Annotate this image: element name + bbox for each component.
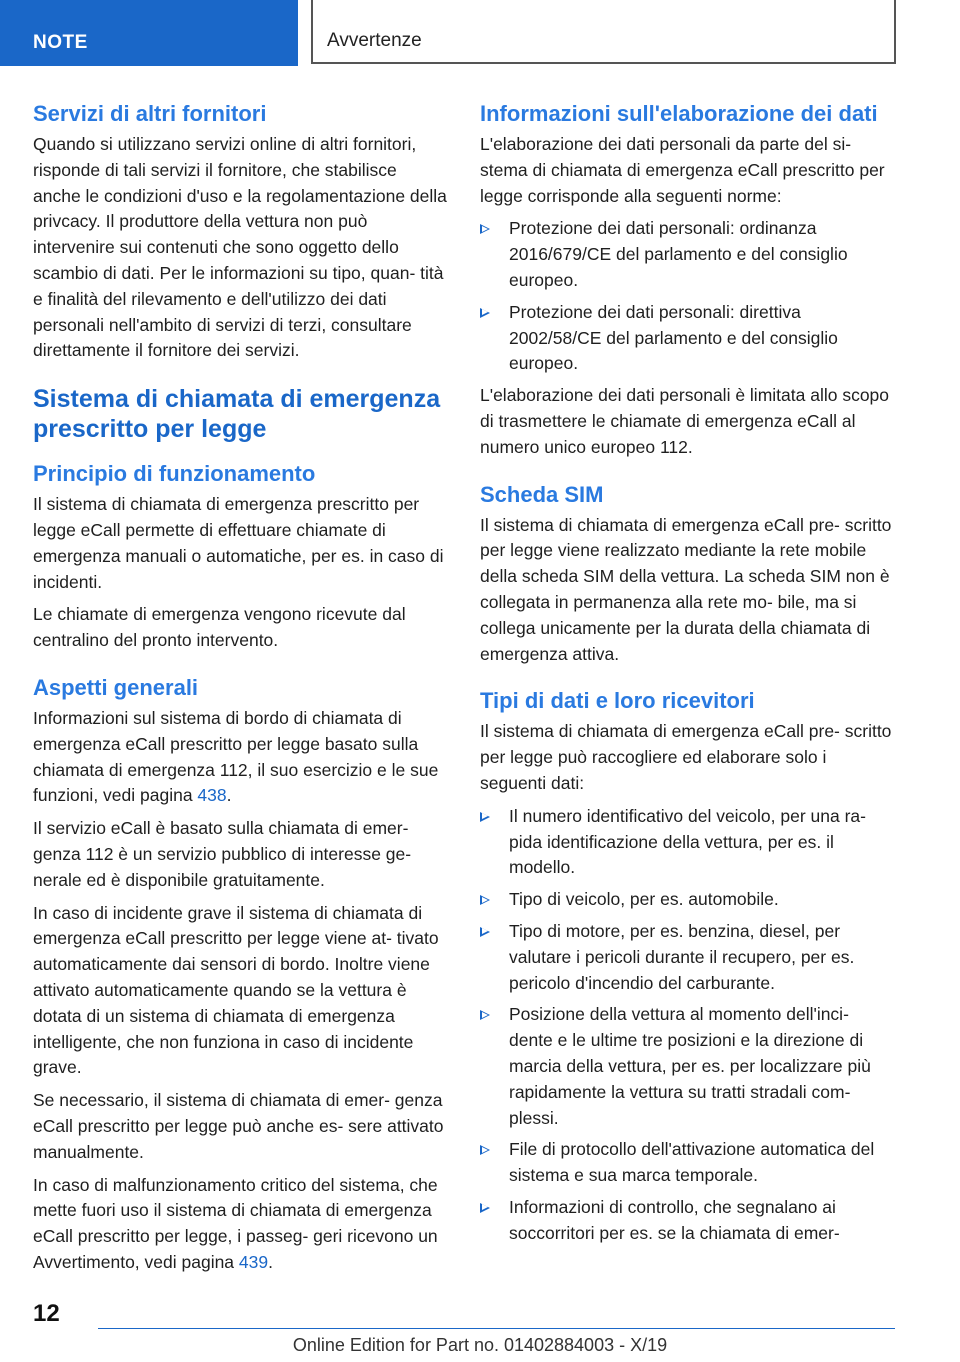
triangle-bullet-icon xyxy=(480,224,490,234)
heading-principio: Principio di funzionamento xyxy=(33,461,316,487)
paragraph-aspetti-5-text: In caso di malfunzionamento critico del sistema, che mette fuori uso il sistema di chiamata di emergenza eCall prescritto per legge, i passeg‐ geri ricevono un Avvertimento, vedi pagina xyxy=(33,1174,438,1272)
list-item: File di protocollo dell'attivazione automatica del sistema e sua marca temporale. xyxy=(480,1137,895,1189)
list-item: Tipo di veicolo, per es. automobile. xyxy=(480,887,895,913)
triangle-bullet-icon xyxy=(480,1145,490,1155)
paragraph-aspetti-5-end: . xyxy=(268,1251,273,1272)
triangle-bullet-icon xyxy=(480,812,490,822)
heading-tipi-dati: Tipi di dati e loro ricevitori xyxy=(480,688,755,714)
right-column xyxy=(480,100,895,1252)
triangle-bullet-icon xyxy=(480,308,490,318)
list-item: Il numero identificativo del veicolo, per una ra‐ pida identificazione della vettura, per es. il modello. xyxy=(480,804,895,881)
list-item: Posizione della vettura al momento dell'inci‐ dente e le ultime tre posizioni e la direzione di marcia della vettura, per es. per localizzare più rapidamente la vettura su tratti stradali com‐ plessi. xyxy=(480,1002,895,1131)
section-tab[interactable]: Avvertenze xyxy=(311,0,896,64)
heading-sistema-chiamata: Sistema di chiamata di emergenza prescritto per legge xyxy=(33,385,441,444)
heading-altri-fornitori: Servizi di altri fornitori xyxy=(33,101,267,126)
footer-divider xyxy=(98,1328,895,1329)
page-number: 12 xyxy=(33,1300,60,1327)
paragraph-aspetti-5 xyxy=(33,1173,448,1276)
triangle-bullet-icon xyxy=(480,895,490,905)
heading-scheda-sim: Scheda SIM xyxy=(480,481,604,507)
paragraph-tipi-dati: Il sistema di chiamata di emergenza eCall pre‐ scritto per legge può raccogliere ed elaborare solo i seguenti dati: xyxy=(480,721,892,793)
list-norme xyxy=(480,216,895,377)
heading-aspetti-generali: Aspetti generali xyxy=(33,674,199,700)
paragraph-aspetti-4: Se necessario, il sistema di chiamata di emer‐ genza eCall prescritto per legge può anche es‐ sere attivato manualmente. xyxy=(33,1090,444,1162)
paragraph-aspetti-1 xyxy=(33,706,448,809)
triangle-bullet-icon xyxy=(480,927,490,937)
list-item: Protezione dei dati personali: ordinanza 2016/679/CE del parlamento e del consiglio europeo. xyxy=(480,216,895,293)
paragraph-aspetti-1-text: Informazioni sul sistema di bordo di chiamata di emergenza eCall prescritto per legge basato sulla chiamata di emergenza 112, il suo esercizio e le sue funzioni, vedi pagina xyxy=(33,707,439,806)
paragraph-principio-1: Il sistema di chiamata di emergenza prescritto per legge eCall permette di effettuare chiamate di emergenza manuali o automatiche, per es. in caso di incidenti. xyxy=(33,494,444,592)
triangle-bullet-icon xyxy=(480,1203,490,1213)
page-link-439[interactable]: 439 xyxy=(238,1251,269,1272)
list-item: Protezione dei dati personali: direttiva 2002/58/CE del parlamento e del consiglio europeo. xyxy=(480,300,895,377)
triangle-bullet-icon xyxy=(480,1010,490,1020)
paragraph-aspetti-3: In caso di incidente grave il sistema di chiamata di emergenza eCall prescritto per legge viene at‐ tivato automaticamente dai sensori di bordo. Inoltre viene attivato automaticamente quando se la vettura è dotata di un sistema di chiamata di emergenza intelligente, che non funziona in caso di incidente grave. xyxy=(33,902,439,1078)
paragraph-scheda-sim: Il sistema di chiamata di emergenza eCall pre‐ scritto per legge viene realizzato mediante la rete mobile della scheda SIM della vettura. La scheda SIM non è collegata in permanenza alla rete mo‐ bile, ma si collega unicamente per la durata della chiamata di emergenza attiva. xyxy=(480,514,892,664)
paragraph-elaborazione-2: L'elaborazione dei dati personali è limitata allo scopo di trasmettere le chiamate di emergenza eCall al numero unico europeo 112. xyxy=(480,385,890,457)
footer-edition-text: Online Edition for Part no. 01402884003 - X/19 xyxy=(292,1335,668,1355)
list-item: Informazioni di controllo, che segnalano ai soccorritori per es. se la chiamata di emer‐ xyxy=(480,1195,895,1247)
list-item: Tipo di motore, per es. benzina, diesel, per valutare i pericoli durante il recupero, per es. pericolo d'incendio del carburante. xyxy=(480,919,895,996)
paragraph-aspetti-2: Il servizio eCall è basato sulla chiamata di emer‐ genza 112 è un servizio pubblico di interesse ge‐ nerale ed è disponibile gratuitamente. xyxy=(33,818,412,890)
paragraph-altri-fornitori: Quando si utilizzano servizi online di altri fornitori, risponde di tali servizi il fornitore, che stabilisce anche le condizioni d'uso e la regolamentazione della privcacy. Il produttore della vettura non può intervenire sui contenuti che sono oggetto dello scambio di dati. Per le informazioni su tipo, quan‐ tità e finalità del rilevamento e dell'utilizzo dei dati personali nell'ambito di servizi di terzi, consultare direttamente il fornitore dei servizi. xyxy=(33,134,447,361)
page-link-438[interactable]: 438 xyxy=(197,785,227,806)
note-tab[interactable]: NOTE xyxy=(0,0,298,66)
paragraph-elaborazione-1: L'elaborazione dei dati personali da parte del si‐ stema di chiamata di emergenza eCall prescritto per legge corrisponde alla seguenti norme: xyxy=(480,134,885,206)
paragraph-aspetti-1-end: . xyxy=(226,785,232,806)
page-header xyxy=(0,0,960,66)
paragraph-principio-2: Le chiamate di emergenza vengono ricevute dal centralino del pronto intervento. xyxy=(33,604,406,651)
heading-elaborazione-dati: Informazioni sull'elaborazione dei dati xyxy=(480,101,878,126)
list-tipi-dati xyxy=(480,804,895,1247)
left-column xyxy=(33,100,448,1283)
